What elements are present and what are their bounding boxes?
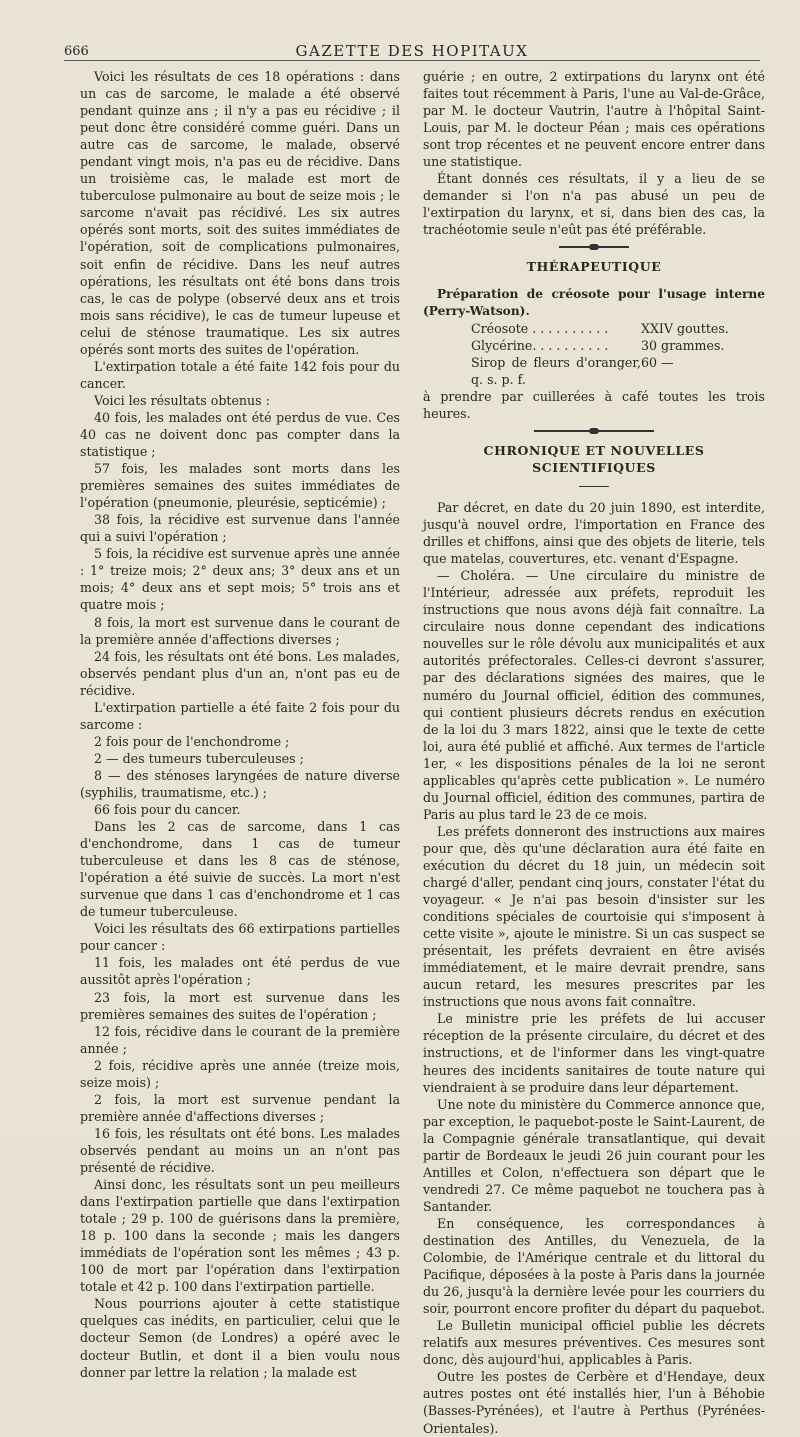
paragraph: — Choléra. — Une circulaire du ministre de l'Intérieur, adressée aux préfets, reproduit les instructions que nous avons déjà fait connaître. La circulaire nous donne cependant des indications nouvelles sur le rôle dévolu aux municipalités et aux autorités préfectorales. Celles-ci devront s'assurer, par des déclarations signées des maires, que le numéro du Journal officiel, édition des communes, qui contient plusieurs décrets rendus en exécution de la loi du 3 mars 1822, ainsi que le texte de cette loi, aura été publié et affiché. Aux termes de l'article 1er, « les dispositions pénales de la loi ne seront applicables qu'après cette publication ». Le numéro du Journal officiel, édition des communes, partira de Paris au plus tard le 23 de ce mois. [423, 568, 765, 822]
list-item: 8 — des sténoses laryngées de nature diverse (syphilis, traumatisme, etc.) ; [80, 767, 400, 800]
recipe-row [471, 337, 765, 354]
paragraph: Par décret, en date du 20 juin 1890, est interdite, jusqu'à nouvel ordre, l'importation en France des drilles et chiffons, ainsi que des objets de literie, tels que matelas, couvertures, etc. venant d'Espagne. [423, 499, 765, 567]
page-header [64, 36, 760, 61]
paragraph: L'extirpation totale a été faite 142 fois pour du cancer. [80, 358, 400, 391]
paragraph: Dans les 2 cas de sarcome, dans 1 cas d'enchondrome, dans 1 cas de tumeur tuberculeuse et dans les 8 cas de sténose, l'opération a été suivie de succès. La mort n'est survenue que dans 1 cas d'enchondrome et 1 cas de tumeur tuberculeuse. [80, 819, 400, 920]
recipe-row [471, 320, 765, 337]
paragraph: guérie ; en outre, 2 extirpations du larynx ont été faites tout récemment à Paris, l'une au Val-de-Grâce, par M. le docteur Vautrin, l'autre à l'hôpital Saint-Louis, par M. le docteur Péan ; mais ces opérations sont trop récentes et ne peuvent encore entrer dans une statistique. [423, 69, 765, 170]
paragraph: L'extirpation partielle a été faite 2 fois pour du sarcome : [80, 699, 400, 732]
list-item: 2 fois pour de l'enchondrome ; [94, 733, 290, 749]
section-title-therapeutique: THÉRAPEUTIQUE [526, 259, 662, 275]
paragraph: 8 fois, la mort est survenue dans le courant de la première année d'affections diverses ; [80, 614, 400, 647]
list-item: 66 fois pour du cancer. [94, 802, 241, 818]
paragraph: 23 fois, la mort est survenue dans les premières semaines des suites de l'opération ; [80, 989, 400, 1022]
right-column [423, 68, 765, 1437]
recipe-quantity: 30 grammes. [641, 337, 725, 353]
paragraph: 2 fois, la mort est survenue pendant la première année d'affections diverses ; [80, 1091, 400, 1124]
running-title: GAZETTE DES HOPITAUX [295, 42, 529, 60]
paragraph: Une note du ministère du Commerce annonce que, par exception, le paquebot-poste le Saint-Laurent, de la Compagnie générale transatlantique, qui devait partir de Bordeaux le jeudi 26 juin courant pour les Antilles et Colon, n'effectuera son départ que le vendredi 27. Ce même paquebot ne touchera pas à Santander. [423, 1096, 765, 1214]
paragraph: Ainsi donc, les résultats sont un peu meilleurs dans l'extirpation partielle que dans l'extirpation totale ; 29 p. 100 de guérisons dans la première, 18 p. 100 dans la seconde ; mais les dangers immédiats de l'opération sont les mêmes ; 43 p. 100 de mort par l'opération dans l'extirpation totale et 42 p. 100 dans l'extirpation partielle. [80, 1177, 400, 1295]
paragraph: Outre les postes de Cerbère et d'Hendaye, deux autres postes ont été installés hier, l'un à Béhobie (Basses-Pyrénées), et l'autre à Perthus (Pyrénées-Orientales). [423, 1369, 765, 1436]
section-title-chronique: CHRONIQUE ET NOUVELLES SCIENTIFIQUES [483, 442, 705, 475]
paragraph: 24 fois, les résultats ont été bons. Les malades, observés pendant plus d'un an, n'ont pas eu de récidive. [80, 648, 400, 698]
page-number: 666 [64, 44, 89, 59]
section-divider [534, 430, 654, 432]
recipe-ingredient: Sirop de fleurs d'oranger, q. s. p. f. [471, 354, 641, 387]
paragraph: 2 fois, récidive après une année (treize mois, seize mois) ; [80, 1057, 400, 1090]
paragraph: Le ministre prie les préfets de lui accuser réception de la présente circulaire, du décret et des instructions, et de l'informer dans les vingt-quatre heures des incidents sanitaires de toute nature qui viendraient à se produire dans leur département. [423, 1011, 765, 1095]
paragraph: En conséquence, les correspondances à destination des Antilles, du Venezuela, de la Colombie, de l'Amérique centrale et du littoral du Pacifique, déposées à la poste à Paris dans la journée du 26, jusqu'à la dernière levée pour les courriers du soir, pourront encore profiter du départ du paquebot. [423, 1215, 765, 1317]
list-item: 2 — des tumeurs tuberculeuses ; [94, 750, 304, 766]
paragraph: Étant donnés ces résultats, il y a lieu de se demander si l'on n'a pas abusé un peu de l'extirpation du larynx, et si, dans bien des cas, la trachéotomie seule n'eût pas été préférable. [423, 171, 765, 238]
paragraph: 40 fois, les malades ont été perdus de vue. Ces 40 cas ne doivent donc pas compter dans la statistique ; [80, 409, 400, 460]
paragraph: 57 fois, les malades sont morts dans les premières semaines des suites immédiates de l'opération (pneumonie, pleurésie, septicémie) ; [80, 461, 400, 511]
recipe-list [423, 320, 765, 388]
left-column [80, 68, 400, 1381]
recipe-title: Préparation de créosote pour l'usage interne (Perry-Watson). [423, 286, 765, 318]
paragraph: 5 fois, la récidive est survenue après une année : 1° treize mois; 2° deux ans; 3° deux ans et un mois; 4° deux ans et sept mois; 5° trois ans et quatre mois ; [80, 546, 400, 613]
paragraph: Le Bulletin municipal officiel publie les décrets relatifs aux mesures préventives. Ces mesures sont donc, dès aujourd'hui, applicables à Paris. [423, 1318, 765, 1368]
recipe-quantity: XXIV gouttes. [641, 320, 729, 336]
recipe-quantity: 60 — [641, 354, 674, 370]
paragraph: Les préfets donneront des instructions aux maires pour que, dès qu'une déclaration aura été faite en exécution du décret du 18 juin, un médecin soit chargé d'aller, pendant cinq jours, constater l'état du voyageur. « Je n'ai pas besoin d'insister sur les conditions spéciales de courtoisie qui s'imposent à cette visite », ajoute le ministre. Si un cas suspect se présentait, les préfets devraient en être avisés immédiatement, et le maire devrait prendre, sans aucun retard, les mesures prescrites par les instructions que nous avons fait connaître. [423, 823, 765, 1010]
paragraph: 16 fois, les résultats ont été bons. Les malades observés pendant au moins un an n'ont pas présenté de récidive. [80, 1125, 400, 1175]
paragraph: 38 fois, la récidive est survenue dans l'année qui a suivi l'opération ; [80, 512, 400, 545]
paragraph: Voici les résultats des 66 extirpations partielles pour cancer : [80, 921, 400, 954]
recipe-ingredient: Créosote . . . . . . . . . . [471, 320, 609, 336]
recipe-ingredient: Glycérine. . . . . . . . . . [471, 337, 609, 353]
recipe-instruction: à prendre par cuillerées à café toutes les trois heures. [423, 388, 765, 421]
paragraph: Voici les résultats obtenus : [94, 392, 270, 408]
recipe-row [471, 354, 765, 388]
paragraph: Voici les résultats de ces 18 opérations : dans un cas de sarcome, le malade a été observé pendant quinze ans ; il n'y a pas eu récidive ; il peut donc être considéré comme guéri. Dans un autre cas de sarcome, le malade, observé pendant vingt mois, n'a pas eu de récidive. Dans un troisième cas, le malade est mort de tuberculose pulmonaire au bout de seize mois ; le sarcome n'avait pas récidivé. Les six autres opérés sont morts, soit des suites immédiates de l'opération, soit de complications pulmonaires, soit enfin de récidive. Dans les neuf autres opérations, les résultats ont été bons dans trois cas, le cas de polype (observé deux ans et trois mois sans récidive), le cas de tumeur lupeuse et celui de sténose traumatique. Les six autres opérés sont morts des suites de l'opération. [80, 69, 400, 357]
title-underline [579, 486, 609, 487]
paragraph: Nous pourrions ajouter à cette statistique quelques cas inédits, en particulier, celui que le docteur Semon (de Londres) a opéré avec le docteur Butlin, et dont il a bien voulu nous donner par lettre la relation ; la malade est [80, 1296, 400, 1380]
section-divider [559, 246, 629, 248]
paragraph: 12 fois, récidive dans le courant de la première année ; [80, 1023, 400, 1056]
paragraph: 11 fois, les malades ont été perdus de vue aussitôt après l'opération ; [80, 955, 400, 988]
